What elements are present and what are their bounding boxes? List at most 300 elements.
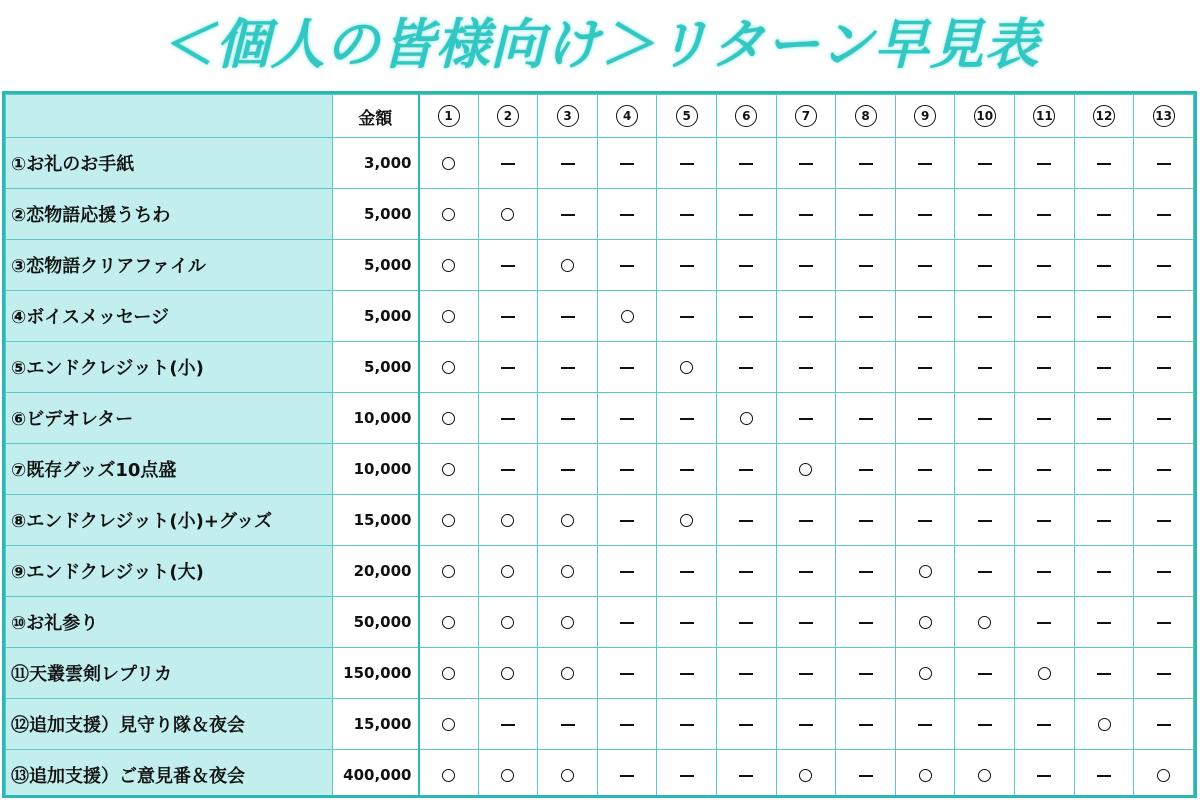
not-included-dash-icon	[680, 673, 694, 675]
not-included-dash-icon	[918, 724, 932, 726]
not-included-dash-icon	[680, 214, 694, 216]
not-included-dash-icon	[918, 367, 932, 369]
not-included-dash-icon	[739, 316, 753, 318]
not-included-dash-icon	[918, 163, 932, 165]
inclusion-cell	[836, 393, 896, 444]
included-circle-icon	[919, 565, 932, 578]
table-row	[6, 495, 1194, 546]
not-included-dash-icon	[1157, 163, 1171, 165]
not-included-dash-icon	[1157, 367, 1171, 369]
inclusion-cell	[895, 393, 955, 444]
not-included-dash-icon	[739, 163, 753, 165]
return-item-name: ⑤エンドクレジット(小)	[6, 342, 333, 393]
not-included-dash-icon	[799, 724, 813, 726]
not-included-dash-icon	[918, 418, 932, 420]
column-number-label: 12	[1093, 105, 1115, 127]
inclusion-cell	[836, 546, 896, 597]
inclusion-cell	[478, 546, 538, 597]
not-included-dash-icon	[501, 367, 515, 369]
inclusion-cell	[895, 597, 955, 648]
not-included-dash-icon	[1037, 367, 1051, 369]
inclusion-cell	[955, 597, 1015, 648]
not-included-dash-icon	[918, 214, 932, 216]
inclusion-cell	[1134, 699, 1194, 750]
included-circle-icon	[561, 259, 574, 272]
inclusion-cell	[478, 342, 538, 393]
inclusion-cell	[1074, 597, 1134, 648]
not-included-dash-icon	[1157, 469, 1171, 471]
inclusion-cell	[597, 546, 657, 597]
inclusion-cell	[597, 291, 657, 342]
column-number-label: 13	[1153, 105, 1175, 127]
not-included-dash-icon	[620, 418, 634, 420]
amount-header: 金額	[333, 95, 419, 138]
not-included-dash-icon	[680, 571, 694, 573]
inclusion-cell	[419, 648, 479, 699]
inclusion-cell	[717, 495, 777, 546]
not-included-dash-icon	[918, 316, 932, 318]
inclusion-cell	[1134, 240, 1194, 291]
inclusion-cell	[955, 393, 1015, 444]
not-included-dash-icon	[620, 265, 634, 267]
included-circle-icon	[442, 208, 455, 221]
column-number-label: 11	[1033, 105, 1055, 127]
inclusion-cell	[1015, 393, 1075, 444]
not-included-dash-icon	[799, 622, 813, 624]
not-included-dash-icon	[620, 214, 634, 216]
inclusion-cell	[836, 648, 896, 699]
return-amount: 5,000	[333, 189, 419, 240]
column-header	[1074, 95, 1134, 138]
included-circle-icon	[919, 667, 932, 680]
inclusion-cell	[478, 750, 538, 799]
return-item-name: ①お礼のお手紙	[6, 138, 333, 189]
inclusion-cell	[1015, 189, 1075, 240]
not-included-dash-icon	[1097, 673, 1111, 675]
column-header	[657, 95, 717, 138]
not-included-dash-icon	[561, 316, 575, 318]
not-included-dash-icon	[1097, 367, 1111, 369]
not-included-dash-icon	[680, 775, 694, 777]
inclusion-cell	[478, 138, 538, 189]
inclusion-cell	[776, 597, 836, 648]
inclusion-cell	[538, 138, 598, 189]
inclusion-cell	[419, 495, 479, 546]
returns-table	[5, 94, 1194, 798]
not-included-dash-icon	[978, 367, 992, 369]
inclusion-cell	[776, 342, 836, 393]
inclusion-cell	[478, 189, 538, 240]
not-included-dash-icon	[859, 775, 873, 777]
not-included-dash-icon	[1157, 622, 1171, 624]
not-included-dash-icon	[859, 469, 873, 471]
inclusion-cell	[836, 240, 896, 291]
included-circle-icon	[919, 769, 932, 782]
inclusion-cell	[895, 240, 955, 291]
not-included-dash-icon	[918, 520, 932, 522]
not-included-dash-icon	[739, 622, 753, 624]
inclusion-cell	[717, 342, 777, 393]
header-blank-cell	[6, 95, 333, 138]
not-included-dash-icon	[799, 673, 813, 675]
return-amount: 150,000	[333, 648, 419, 699]
inclusion-cell	[955, 291, 1015, 342]
not-included-dash-icon	[739, 724, 753, 726]
inclusion-cell	[597, 648, 657, 699]
inclusion-cell	[657, 750, 717, 799]
column-header	[776, 95, 836, 138]
return-item-name: ④ボイスメッセージ	[6, 291, 333, 342]
not-included-dash-icon	[561, 163, 575, 165]
inclusion-cell	[955, 750, 1015, 799]
not-included-dash-icon	[1097, 265, 1111, 267]
not-included-dash-icon	[799, 520, 813, 522]
included-circle-icon	[442, 616, 455, 629]
inclusion-cell	[538, 444, 598, 495]
not-included-dash-icon	[620, 571, 634, 573]
not-included-dash-icon	[1097, 469, 1111, 471]
not-included-dash-icon	[1037, 316, 1051, 318]
inclusion-cell	[895, 648, 955, 699]
inclusion-cell	[657, 495, 717, 546]
inclusion-cell	[717, 189, 777, 240]
inclusion-cell	[776, 393, 836, 444]
return-amount: 3,000	[333, 138, 419, 189]
inclusion-cell	[419, 240, 479, 291]
included-circle-icon	[621, 310, 634, 323]
not-included-dash-icon	[620, 367, 634, 369]
not-included-dash-icon	[680, 418, 694, 420]
inclusion-cell	[538, 546, 598, 597]
inclusion-cell	[955, 240, 1015, 291]
column-header	[895, 95, 955, 138]
column-header	[1134, 95, 1194, 138]
column-number-label: 5	[676, 105, 698, 127]
inclusion-cell	[657, 342, 717, 393]
inclusion-cell	[478, 495, 538, 546]
inclusion-cell	[478, 240, 538, 291]
inclusion-cell	[597, 597, 657, 648]
included-circle-icon	[799, 463, 812, 476]
inclusion-cell	[1015, 597, 1075, 648]
not-included-dash-icon	[1037, 163, 1051, 165]
not-included-dash-icon	[620, 520, 634, 522]
included-circle-icon	[442, 157, 455, 170]
inclusion-cell	[776, 546, 836, 597]
column-number-label: 7	[795, 105, 817, 127]
not-included-dash-icon	[1157, 214, 1171, 216]
inclusion-cell	[1015, 342, 1075, 393]
inclusion-cell	[1074, 444, 1134, 495]
inclusion-cell	[1074, 240, 1134, 291]
not-included-dash-icon	[1097, 163, 1111, 165]
inclusion-cell	[1015, 495, 1075, 546]
not-included-dash-icon	[561, 418, 575, 420]
inclusion-cell	[895, 444, 955, 495]
inclusion-cell	[776, 495, 836, 546]
not-included-dash-icon	[680, 469, 694, 471]
inclusion-cell	[657, 393, 717, 444]
inclusion-cell	[1134, 495, 1194, 546]
inclusion-cell	[836, 597, 896, 648]
inclusion-cell	[478, 444, 538, 495]
inclusion-cell	[657, 444, 717, 495]
inclusion-cell	[895, 546, 955, 597]
inclusion-cell	[657, 240, 717, 291]
inclusion-cell	[836, 699, 896, 750]
not-included-dash-icon	[859, 367, 873, 369]
not-included-dash-icon	[1097, 775, 1111, 777]
inclusion-cell	[538, 750, 598, 799]
inclusion-cell	[776, 750, 836, 799]
inclusion-cell	[419, 291, 479, 342]
not-included-dash-icon	[680, 724, 694, 726]
table-row	[6, 750, 1194, 799]
inclusion-cell	[836, 189, 896, 240]
inclusion-cell	[1015, 291, 1075, 342]
inclusion-cell	[955, 648, 1015, 699]
included-circle-icon	[740, 412, 753, 425]
column-number-label: 9	[914, 105, 936, 127]
not-included-dash-icon	[680, 316, 694, 318]
page-title: ＜個人の皆様向け＞リターン早見表	[160, 13, 1040, 76]
inclusion-cell	[1134, 750, 1194, 799]
not-included-dash-icon	[1037, 469, 1051, 471]
not-included-dash-icon	[561, 367, 575, 369]
not-included-dash-icon	[501, 724, 515, 726]
column-number-label: 3	[557, 105, 579, 127]
return-amount: 15,000	[333, 495, 419, 546]
inclusion-cell	[419, 138, 479, 189]
inclusion-cell	[955, 189, 1015, 240]
inclusion-cell	[1134, 546, 1194, 597]
inclusion-cell	[1015, 699, 1075, 750]
inclusion-cell	[776, 699, 836, 750]
included-circle-icon	[442, 667, 455, 680]
not-included-dash-icon	[1097, 520, 1111, 522]
table-body	[6, 138, 1194, 799]
not-included-dash-icon	[978, 265, 992, 267]
not-included-dash-icon	[978, 469, 992, 471]
inclusion-cell	[419, 342, 479, 393]
inclusion-cell	[1134, 138, 1194, 189]
not-included-dash-icon	[1157, 673, 1171, 675]
inclusion-cell	[895, 495, 955, 546]
included-circle-icon	[442, 718, 455, 731]
inclusion-cell	[1074, 291, 1134, 342]
not-included-dash-icon	[859, 520, 873, 522]
not-included-dash-icon	[859, 316, 873, 318]
not-included-dash-icon	[1157, 724, 1171, 726]
inclusion-cell	[895, 699, 955, 750]
inclusion-cell	[955, 138, 1015, 189]
column-number-label: 6	[735, 105, 757, 127]
inclusion-cell	[717, 444, 777, 495]
included-circle-icon	[561, 769, 574, 782]
column-number-label: 1	[438, 105, 460, 127]
table-row	[6, 597, 1194, 648]
inclusion-cell	[717, 393, 777, 444]
not-included-dash-icon	[918, 265, 932, 267]
not-included-dash-icon	[1157, 520, 1171, 522]
not-included-dash-icon	[739, 367, 753, 369]
not-included-dash-icon	[739, 673, 753, 675]
inclusion-cell	[1134, 291, 1194, 342]
table-row	[6, 138, 1194, 189]
included-circle-icon	[501, 514, 514, 527]
column-header	[836, 95, 896, 138]
inclusion-cell	[1074, 189, 1134, 240]
included-circle-icon	[501, 667, 514, 680]
not-included-dash-icon	[739, 775, 753, 777]
return-item-name: ⑧エンドクレジット(小)+グッズ	[6, 495, 333, 546]
inclusion-cell	[955, 699, 1015, 750]
not-included-dash-icon	[978, 418, 992, 420]
inclusion-cell	[657, 189, 717, 240]
inclusion-cell	[597, 342, 657, 393]
inclusion-cell	[1015, 750, 1075, 799]
inclusion-cell	[776, 138, 836, 189]
not-included-dash-icon	[501, 163, 515, 165]
inclusion-cell	[895, 138, 955, 189]
not-included-dash-icon	[501, 265, 515, 267]
inclusion-cell	[895, 189, 955, 240]
return-amount: 10,000	[333, 393, 419, 444]
table-row	[6, 546, 1194, 597]
not-included-dash-icon	[680, 622, 694, 624]
not-included-dash-icon	[1037, 214, 1051, 216]
not-included-dash-icon	[1097, 622, 1111, 624]
not-included-dash-icon	[799, 163, 813, 165]
inclusion-cell	[1015, 444, 1075, 495]
not-included-dash-icon	[620, 163, 634, 165]
inclusion-cell	[657, 546, 717, 597]
inclusion-cell	[717, 699, 777, 750]
included-circle-icon	[501, 208, 514, 221]
inclusion-cell	[419, 699, 479, 750]
not-included-dash-icon	[799, 316, 813, 318]
inclusion-cell	[1134, 393, 1194, 444]
return-item-name: ⑬追加支援）ご意見番＆夜会	[6, 750, 333, 799]
return-amount: 15,000	[333, 699, 419, 750]
inclusion-cell	[717, 240, 777, 291]
not-included-dash-icon	[1157, 571, 1171, 573]
not-included-dash-icon	[799, 571, 813, 573]
inclusion-cell	[657, 648, 717, 699]
inclusion-cell	[1015, 546, 1075, 597]
inclusion-cell	[836, 138, 896, 189]
included-circle-icon	[442, 259, 455, 272]
inclusion-cell	[1074, 495, 1134, 546]
not-included-dash-icon	[620, 673, 634, 675]
not-included-dash-icon	[1157, 265, 1171, 267]
inclusion-cell	[776, 444, 836, 495]
header-row	[6, 95, 1194, 138]
not-included-dash-icon	[859, 673, 873, 675]
inclusion-cell	[478, 597, 538, 648]
return-amount: 5,000	[333, 342, 419, 393]
included-circle-icon	[442, 412, 455, 425]
inclusion-cell	[776, 240, 836, 291]
not-included-dash-icon	[1037, 775, 1051, 777]
not-included-dash-icon	[1097, 571, 1111, 573]
return-amount: 10,000	[333, 444, 419, 495]
included-circle-icon	[442, 565, 455, 578]
column-header	[1015, 95, 1075, 138]
included-circle-icon	[799, 769, 812, 782]
inclusion-cell	[717, 138, 777, 189]
inclusion-cell	[1074, 699, 1134, 750]
column-header	[419, 95, 479, 138]
included-circle-icon	[978, 769, 991, 782]
not-included-dash-icon	[561, 214, 575, 216]
inclusion-cell	[895, 291, 955, 342]
inclusion-cell	[538, 648, 598, 699]
inclusion-cell	[1134, 444, 1194, 495]
inclusion-cell	[717, 546, 777, 597]
inclusion-cell	[657, 597, 717, 648]
table-row	[6, 240, 1194, 291]
inclusion-cell	[1074, 393, 1134, 444]
included-circle-icon	[919, 616, 932, 629]
inclusion-cell	[597, 699, 657, 750]
table-row	[6, 648, 1194, 699]
inclusion-cell	[836, 342, 896, 393]
not-included-dash-icon	[620, 622, 634, 624]
table-row	[6, 699, 1194, 750]
included-circle-icon	[978, 616, 991, 629]
not-included-dash-icon	[739, 265, 753, 267]
column-number-label: 8	[855, 105, 877, 127]
not-included-dash-icon	[799, 418, 813, 420]
inclusion-cell	[478, 393, 538, 444]
not-included-dash-icon	[1037, 520, 1051, 522]
table-row	[6, 291, 1194, 342]
not-included-dash-icon	[859, 571, 873, 573]
included-circle-icon	[561, 616, 574, 629]
inclusion-cell	[1074, 648, 1134, 699]
column-header	[478, 95, 538, 138]
table-row	[6, 189, 1194, 240]
inclusion-cell	[597, 444, 657, 495]
column-header	[717, 95, 777, 138]
included-circle-icon	[561, 667, 574, 680]
return-item-name: ②恋物語応援うちわ	[6, 189, 333, 240]
inclusion-cell	[955, 444, 1015, 495]
inclusion-cell	[597, 393, 657, 444]
not-included-dash-icon	[739, 520, 753, 522]
not-included-dash-icon	[859, 724, 873, 726]
not-included-dash-icon	[978, 673, 992, 675]
inclusion-cell	[836, 291, 896, 342]
inclusion-cell	[538, 393, 598, 444]
return-item-name: ⑪天叢雲剣レプリカ	[6, 648, 333, 699]
inclusion-cell	[1074, 750, 1134, 799]
included-circle-icon	[442, 463, 455, 476]
inclusion-cell	[419, 393, 479, 444]
inclusion-cell	[597, 240, 657, 291]
inclusion-cell	[597, 495, 657, 546]
not-included-dash-icon	[620, 724, 634, 726]
inclusion-cell	[597, 750, 657, 799]
not-included-dash-icon	[739, 469, 753, 471]
included-circle-icon	[442, 514, 455, 527]
included-circle-icon	[501, 565, 514, 578]
inclusion-cell	[895, 750, 955, 799]
not-included-dash-icon	[859, 265, 873, 267]
return-amount: 5,000	[333, 291, 419, 342]
not-included-dash-icon	[1037, 571, 1051, 573]
